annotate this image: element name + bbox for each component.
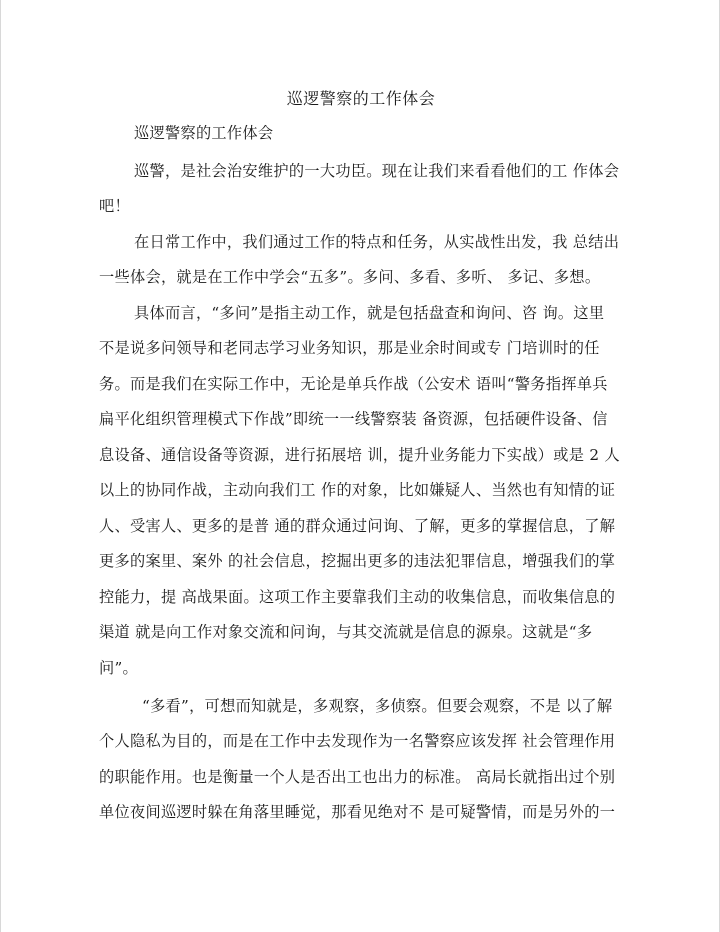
paragraph-line: 在日常工作中，我们通过工作的特点和任务，从实战性出发，我 总结出 xyxy=(134,233,620,251)
paragraph-line: 个人隐私为目的，而是在工作中去发现作为一名警察应该发挥 社会管理作用 xyxy=(99,732,616,750)
paragraph-line: 不是说多问领导和老同志学习业务知识，那是业余时间或专 门培训时的任 xyxy=(99,339,600,357)
paragraph-line: 息设备、通信设备等资源，进行拓展培 训，提升业务能力下实战）或是 2 人 xyxy=(99,446,620,464)
paragraph-line: 控能力，提 高战果面。这项工作主要靠我们主动的收集信息，而收集信息的 xyxy=(99,588,616,606)
paragraph-line: 人、受害人、更多的是普 通的群众通过问询、了解，更多的掌握信息，了解 xyxy=(99,517,616,535)
paragraph-line: “多看”，可想而知就是，多观察，多侦察。但要会观察，不是 以了解 xyxy=(142,697,613,715)
paragraph-line: 吧！ xyxy=(99,197,130,215)
paragraph-line: 更多的案里、案外 的社会信息，挖掘出更多的违法犯罪信息，增强我们的掌 xyxy=(99,552,616,570)
paragraph-line: 一些体会，就是在工作中学会“五多”。多问、多看、多听、 多记、多想。 xyxy=(99,268,601,286)
paragraph-line: 渠道 就是向工作对象交流和问询，与其交流就是信息的源泉。这就是“多 xyxy=(99,623,593,641)
paragraph-line: 以上的协同作战，主动向我们工 作的对象，比如嫌疑人、当然也有知情的证 xyxy=(99,481,616,499)
paragraph-line: 扁平化组织管理模式下作战”即统一一线警察装 备资源，包括硬件设备、信 xyxy=(99,410,608,428)
document-title: 巡逻警察的工作体会 xyxy=(286,89,436,108)
paragraph-line: 单位夜间巡逻时躲在角落里睡觉，那看见绝对不 是可疑警情，而是另外的一 xyxy=(99,803,616,821)
paragraph-line: 务。而是我们在实际工作中，无论是单兵作战（公安术 语叫“警务指挥单兵 xyxy=(99,375,608,393)
paragraph-line: 的职能作用。也是衡量一个人是否出工也出力的标准。 高局长就指出过个别 xyxy=(99,768,616,786)
paragraph-line: 问”。 xyxy=(99,659,139,677)
paragraph-line: 巡警，是社会治安维护的一大功臣。现在让我们来看看他们的工 作体会 xyxy=(134,162,620,180)
paragraph-line: 具体而言，“多问”是指主动工作，就是包括盘查和询问、咨 询。这里 xyxy=(134,304,605,322)
paragraph-line: 巡逻警察的工作体会 xyxy=(134,124,274,142)
